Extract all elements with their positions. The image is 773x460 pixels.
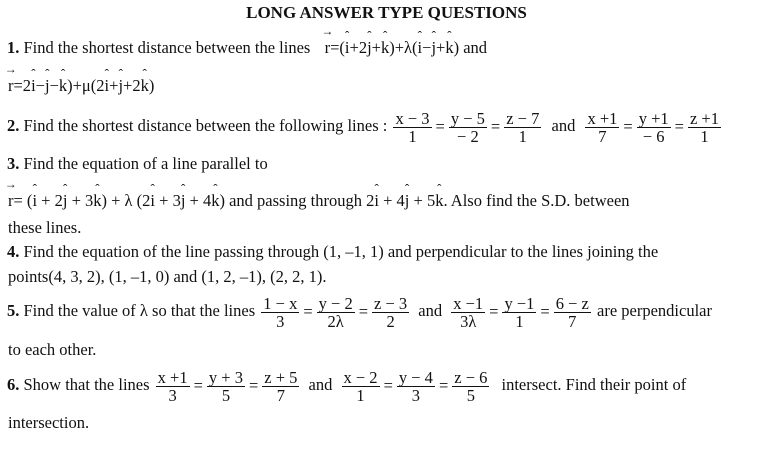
unit-k: ˆ k [445,38,453,58]
question-2-text: Find the shortest distance between the following lines : [23,116,388,135]
equals-sign: = [674,117,684,137]
equals-sign: = [303,302,313,322]
page-title: LONG ANSWER TYPE QUESTIONS [246,3,527,22]
numerator: y − 2 [318,293,353,313]
expr-part: + 5 [409,191,436,210]
question-2 [7,107,723,146]
unit-j: ˆ j [405,191,410,211]
expr-part: − [49,76,59,95]
equals-sign: = [193,376,203,396]
question-3-continuation: these lines. [8,218,82,237]
equals-sign: = [383,376,393,396]
numerator: y +1 [638,108,669,128]
equals-sign: = [490,117,501,137]
question-6-continuation: intersection. [8,413,90,432]
unit-k: ˆ k [211,191,219,211]
fraction [502,295,536,330]
denominator: − 2 [457,126,479,146]
denominator: 7 [568,311,577,331]
numerator: y −1 [504,293,535,313]
fraction [585,110,619,145]
unit-k: ˆ k [435,191,443,211]
numerator: x − 2 [343,367,378,387]
unit-j: ˆ j [118,76,123,96]
question-4-text: Find the equation of the line passing through (1, –1, 1) and perpendicular to the lines joining the [23,242,659,261]
vector-r: → r [8,191,14,211]
numerator: x +1 [587,108,618,128]
question-5-number: 5. [7,301,20,320]
numerator: z − 7 [506,108,540,128]
fraction [372,295,409,330]
expr-part: +2 [123,76,141,95]
question-1-number: 1. [7,38,20,57]
expr-part: + 4 [378,191,405,210]
unit-i: ˆ i [32,191,37,211]
fraction [156,369,190,404]
question-2-number: 2. [7,116,20,135]
fraction [397,369,435,404]
fraction [637,110,671,145]
expr-part: . Also find the S.D. between [443,191,630,210]
question-4-line-1 [7,242,658,262]
expr-part: + 2 [37,191,63,210]
expr-part: )+λ( [389,38,418,57]
unit-j: ˆ j [63,191,68,211]
expr-part: )+μ(2 [67,76,105,95]
denominator: 1 [356,385,365,405]
question-5-tail: are perpendicular [597,301,712,320]
denominator: 3 [168,385,177,405]
expr-part: +2 [349,38,368,57]
denominator: 3 [411,385,421,405]
unit-j: ˆ j [367,38,372,58]
numerator: y − 4 [398,367,433,387]
fraction [688,110,721,145]
denominator: 3 [276,311,285,331]
unit-k: ˆ k [141,76,149,96]
denominator: 2λ [327,311,344,331]
unit-i: ˆ i [418,38,423,58]
unit-k: ˆ k [381,38,389,58]
question-3-number: 3. [7,154,20,173]
vector-r: → r [8,76,14,96]
denominator: 5 [221,385,231,405]
expr-part: ) + λ (2 [101,191,151,210]
numerator: 1 − x [263,293,298,313]
expr-part: =( [330,38,345,57]
equals-sign: = [248,376,259,396]
and-word: and [551,116,576,135]
unit-j: ˆ j [45,76,50,96]
fraction [393,110,431,145]
expr-part: − [35,76,45,95]
question-5 [7,292,712,331]
unit-j: ˆ j [431,38,436,58]
question-3-line-2 [8,191,630,211]
unit-i: ˆ i [374,191,379,211]
question-4-continuation: points(4, 3, 2), (1, –1, 0) and (1, 2, –1), (2, 2, 1). [8,267,327,286]
equals-sign: = [358,302,369,322]
and-word: and [418,301,443,320]
question-1-line-2 [8,76,154,96]
numerator: z + 5 [264,367,298,387]
unit-i: ˆ i [31,76,36,96]
numerator: y − 5 [450,108,485,128]
question-6-tail: intersect. Find their point of [501,375,687,394]
denominator: 1 [408,126,417,146]
question-6-text: Show that the lines [23,375,150,394]
denominator: 1 [518,126,527,146]
unit-k: ˆ k [93,191,101,211]
expr-part: + 3 [67,191,94,210]
fraction [451,295,485,330]
equals-sign: = [438,376,449,396]
expr-part: + [436,38,446,57]
numerator: x − 3 [395,108,430,128]
denominator: 2 [386,311,395,331]
fraction [554,295,591,330]
numerator: y + 3 [208,367,243,387]
expr-part: ) [148,76,155,95]
vector-r: → r [325,38,331,58]
denominator: − 6 [642,126,665,146]
question-5-text: Find the value of λ so that the lines [23,301,256,320]
expr-part: + 3 [155,191,181,210]
numerator: z +1 [689,108,719,128]
expr-part: + [109,76,119,95]
question-3-line-1 [7,154,268,174]
equals-sign: = [623,117,633,137]
unit-i: ˆ i [105,76,110,96]
question-5-continuation: to each other. [8,340,97,359]
question-1-text: Find the shortest distance between the lines [23,38,311,57]
numerator: z − 6 [454,367,488,387]
denominator: 1 [515,311,524,331]
question-4-number: 4. [7,242,20,261]
equals-sign: = [489,302,499,322]
denominator: 7 [276,385,285,405]
unit-i: ˆ i [345,38,350,58]
unit-k: ˆ k [59,76,67,96]
denominator: 1 [700,126,709,146]
unit-j: ˆ j [181,191,186,211]
fraction [207,369,245,404]
fraction [504,110,541,145]
question-6-number: 6. [7,375,20,394]
unit-i: ˆ i [150,191,155,211]
denominator: 7 [598,126,607,146]
expr-part: =2 [13,76,32,95]
fraction [317,295,355,330]
numerator: 6 − z [555,293,589,313]
fraction [449,110,487,145]
equals-sign: = [435,117,445,137]
fraction [262,369,299,404]
fraction [261,295,299,330]
denominator: 5 [466,385,475,405]
expr-part: + [371,38,381,57]
equals-sign: = [540,302,550,322]
fraction [342,369,380,404]
numerator: x +1 [157,367,188,387]
question-3-text: Find the equation of a line parallel to [23,154,268,173]
fraction [452,369,489,404]
numerator: x −1 [453,293,484,313]
question-1-line-1 [7,38,487,58]
denominator: 3λ [460,311,477,331]
expr-part: + 4 [185,191,212,210]
expr-part: = ( [13,191,33,210]
and-word: and [308,375,333,394]
expr-part: ) and [453,38,488,57]
expr-part: − [422,38,432,57]
numerator: z − 3 [374,293,408,313]
expr-part: ) and passing through 2 [219,191,375,210]
question-6 [7,366,686,405]
